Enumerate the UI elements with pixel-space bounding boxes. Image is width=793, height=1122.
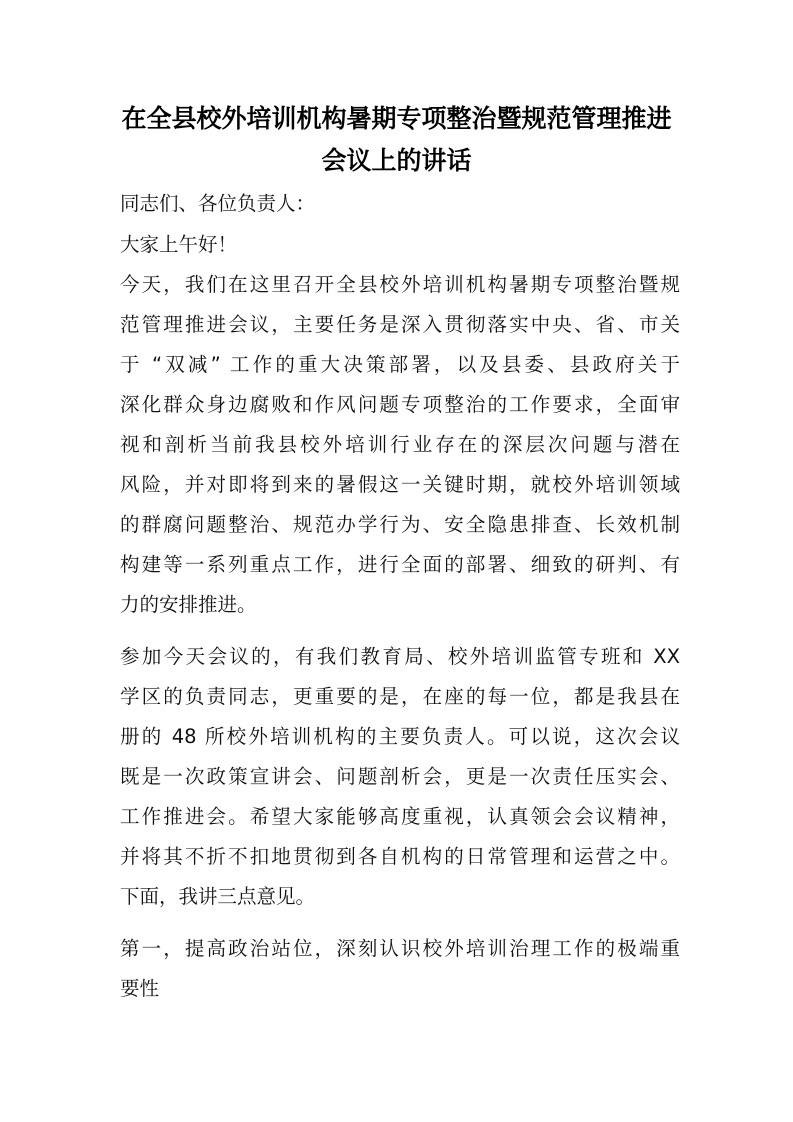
paragraph-2-line-6: 并将其不折不扣地贯彻到各自机构的日常管理和运营之中。 <box>120 845 680 868</box>
paragraph-1-line-7: 的群腐问题整治、规范办学行为、安全隐患排查、长效机制 <box>120 513 680 536</box>
paragraph-2-line-3: 册的 48 所校外培训机构的主要负责人。可以说，这次会议 <box>120 725 680 748</box>
paragraph-2-line-1: 参加今天会议的，有我们教育局、校外培训监管专班和 XX <box>120 645 680 668</box>
paragraph-2-line-5: 工作推进会。希望大家能够高度重视，认真领会会议精神， <box>120 805 680 828</box>
section-1-heading-line-2: 要性 <box>120 977 160 1000</box>
paragraph-1-line-2: 范管理推进会议，主要任务是深入贯彻落实中央、省、市关 <box>120 313 680 336</box>
paragraph-2-line-7: 下面，我讲三点意见。 <box>120 885 316 908</box>
document-title-line-1: 在全县校外培训机构暑期专项整治暨规范管理推进 <box>121 104 672 133</box>
paragraph-2-line-2: 学区的负责同志，更重要的是，在座的每一位，都是我县在 <box>120 685 680 708</box>
paragraph-1-line-6: 风险，并对即将到来的暑假这一关键时期，就校外培训领域 <box>120 473 680 496</box>
paragraph-1-line-8: 构建等一系列重点工作，进行全面的部署、细致的研判、有 <box>120 553 680 576</box>
paragraph-1-line-9: 力的安排推进。 <box>120 593 257 616</box>
section-1-heading-line-1: 第一，提高政治站位，深刻认识校外培训治理工作的极端重 <box>120 937 680 960</box>
paragraph-1-line-5: 视和剖析当前我县校外培训行业存在的深层次问题与潜在 <box>120 433 680 456</box>
document-title-line-2: 会议上的讲话 <box>321 146 472 175</box>
greeting: 大家上午好！ <box>120 233 238 256</box>
paragraph-1-line-4: 深化群众身边腐败和作风问题专项整治的工作要求，全面审 <box>120 393 680 416</box>
paragraph-1-line-1: 今天，我们在这里召开全县校外培训机构暑期专项整治暨规 <box>120 273 680 296</box>
salutation: 同志们、各位负责人： <box>120 192 316 215</box>
paragraph-1-line-3: 于 “双减” 工作的重大决策部署，以及县委、县政府关于 <box>120 353 680 376</box>
paragraph-2-line-4: 既是一次政策宣讲会、问题剖析会，更是一次责任压实会、 <box>120 765 680 788</box>
